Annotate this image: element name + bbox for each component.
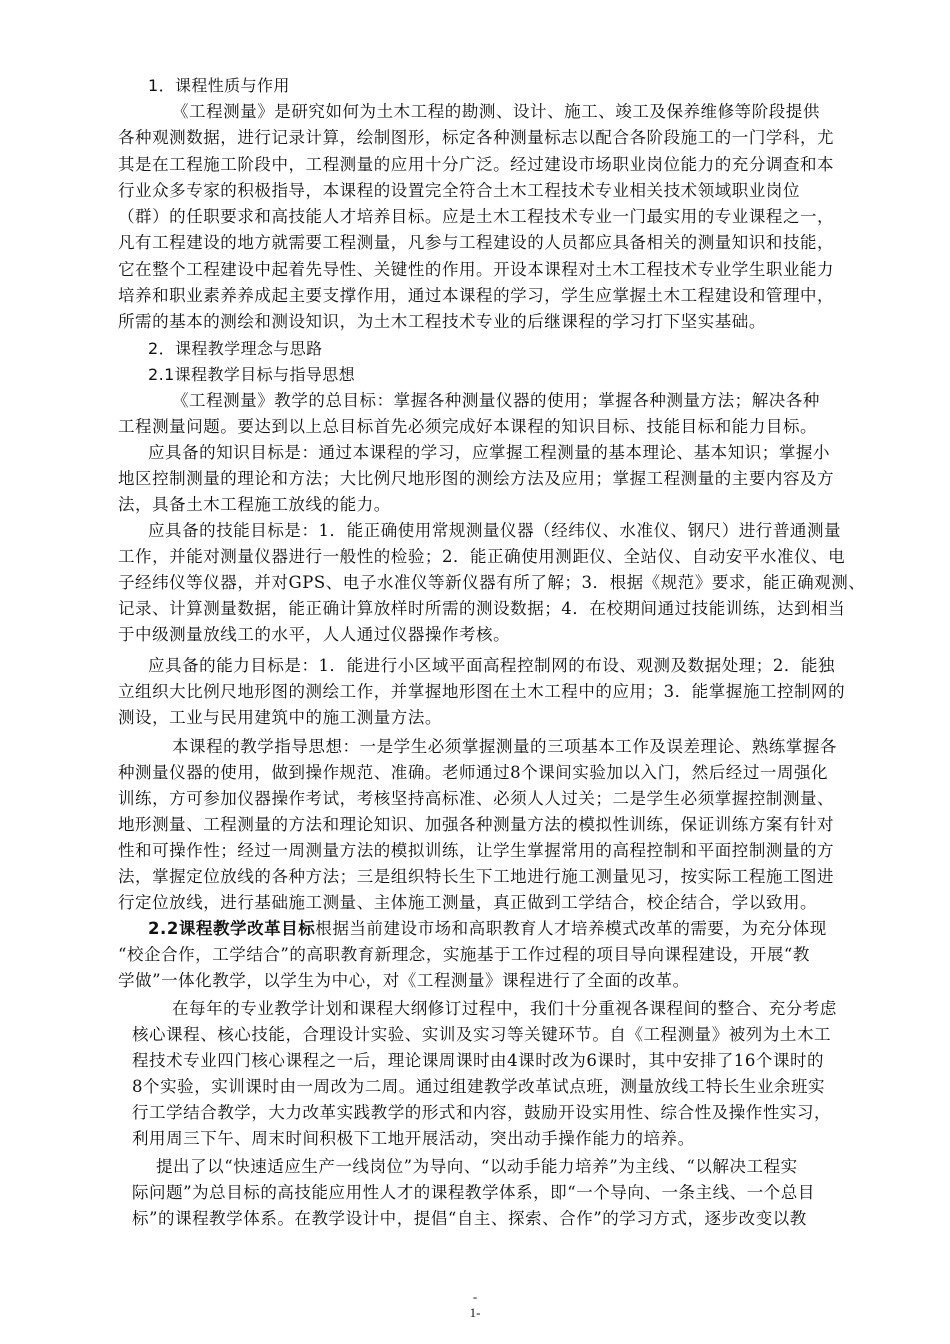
text-line: 核心课程、核心技能，合理设计实验、实训及实习等关键环节。自《工程测量》被列为土木工	[132, 1025, 832, 1044]
text-line: 8个实验，实训课时由一周改为二周。通过组建教学改革试点班，测量放线工特长生业余班实	[132, 1077, 826, 1096]
subsection-line	[148, 919, 827, 939]
text-line: 种测量仪器的使用，做到操作规范、准确。老师通过8个课间实验加以入门，然后经过一周强化	[118, 763, 829, 782]
text-line: 其是在工程施工阶段中，工程测量的应用十分广泛。经过建设市场职业岗位能力的充分调查和本	[118, 155, 835, 174]
subsection-heading: 2.2课程教学改革目标	[148, 919, 316, 938]
section-heading: 1．课程性质与作用	[148, 76, 290, 95]
text-line: 在每年的专业教学计划和课程大纲修订过程中，我们十分重视各课程间的整合、充分考虑	[172, 999, 837, 1018]
text-line: 行工学结合教学，大力改革实践教学的形式和内容，鼓励开设实用性、综合性及操作性实习，	[132, 1103, 832, 1122]
section-heading: 2．课程教学理念与思路	[148, 339, 323, 358]
text-line: 立组织大比例尺地形图的测绘工作，并掌握地形图在土木工程中的应用；3．能掌握施工控制网的	[118, 682, 846, 701]
text-line: 际问题”为总目标的高技能应用性人才的课程教学体系，即“一个导向、一条主线、一个总目	[132, 1183, 815, 1202]
text-line: 应具备的能力目标是：1．能进行小区域平面高程控制网的布设、观测及数据处理；2．能独	[148, 656, 836, 675]
text-line: 各种观测数据，进行记录计算，绘制图形，标定各种测量标志以配合各阶段施工的一门学科，尤	[118, 128, 835, 147]
text-line: 性和可操作性；经过一周测量方法的模拟训练，让学生掌握常用的高程控制和平面控制测量的方	[118, 841, 835, 860]
text-line: 地形测量、工程测量的方法和理论知识、加强各种测量方法的模拟性训练，保证训练方案有针对	[118, 815, 835, 834]
page-number-dash: -	[472, 1289, 478, 1304]
text-line: 本课程的教学指导思想：一是学生必须掌握测量的三项基本工作及误差理论、熟练掌握各	[172, 737, 837, 756]
text-line: 地区控制测量的理论和方法；大比例尺地形图的测绘方法及应用；掌握工程测量的主要内容及方	[118, 469, 835, 488]
text-line: （群）的任职要求和高技能人才培养目标。应是土木工程技术专业一门最实用的专业课程之一，	[118, 207, 835, 226]
text-line: 应具备的知识目标是：通过本课程的学习，应掌握工程测量的基本理论、基本知识；掌握小	[148, 443, 830, 462]
subsection-heading: 2.1课程教学目标与指导思想	[148, 365, 356, 384]
text-line: 培养和职业素养养成起主要支撑作用，通过本课程的学习，学生应掌握土木工程建设和管理中，	[118, 286, 835, 305]
text-line: 提出了以“快速适应生产一线岗位”为导向、“以动手能力培养”为主线、“以解决工程实	[156, 1157, 798, 1176]
text-span: 根据当前建设市场和高职教育人才培养模式改革的需要，为充分体现	[315, 919, 827, 938]
text-line: 程技术专业四门核心课程之一后，理论课周课时由4课时改为6课时，其中安排了16个课时的	[132, 1051, 825, 1070]
text-line: 法，掌握定位放线的各种方法；三是组织特长生下工地进行施工测量见习，按实际工程施工图进	[118, 867, 835, 886]
text-line: 《工程测量》是研究如何为土木工程的勘测、设计、施工、竣工及保养维修等阶段提供	[172, 102, 820, 121]
text-line: 应具备的技能目标是：1．能正确使用常规测量仪器（经纬仪、水准仪、钢尺）进行普通测量	[148, 521, 842, 540]
text-line: 《工程测量》教学的总目标：掌握各种测量仪器的使用；掌握各种测量方法；解决各种	[172, 391, 820, 410]
text-line: 工程测量问题。要达到以上总目标首先必须完成好本课程的知识目标、技能目标和能力目标。	[118, 417, 818, 436]
page-number: 1-	[469, 1305, 481, 1320]
text-line: 记录、计算测量数据，能正确计算放样时所需的测设数据；4．在校期间通过技能训练，达到相当	[118, 599, 846, 618]
text-line: “校企合作，工学结合”的高职教育新理念，实施基于工作过程的项目导向课程建设，开展“教	[118, 945, 810, 964]
text-line: 于中级测量放线工的水平，人人通过仪器操作考核。	[118, 625, 511, 644]
text-line: 行定位放线，进行基础施工测量、主体施工测量，真正做到工学结合，校企结合，学以致用。	[118, 893, 818, 912]
text-line: 子经纬仪等仪器，并对GPS、电子水准仪等新仪器有所了解；3．根据《规范》要求，能正确观测、	[118, 573, 866, 592]
text-line: 法，具备土木工程施工放线的能力。	[118, 495, 391, 514]
text-line: 学做”一体化教学，以学生为中心，对《工程测量》课程进行了全面的改革。	[118, 971, 690, 990]
text-line: 凡有工程建设的地方就需要工程测量，凡参与工程建设的人员都应具备相关的测量知识和技能，	[118, 233, 835, 252]
text-line: 工作，并能对测量仪器进行一般性的检验；2．能正确使用测距仪、全站仪、自动安平水准仪、电	[118, 547, 846, 566]
text-line: 所需的基本的测绘和测设知识，为土木工程技术专业的后继课程的学习打下坚实基础。	[118, 312, 766, 331]
text-line: 行业众多专家的积极指导，本课程的设置完全符合土木工程技术专业相关技术领域职业岗位	[118, 181, 800, 200]
text-line: 标”的课程教学体系。在教学设计中，提倡“自主、探索、合作”的学习方式，逐步改变以教	[132, 1209, 807, 1228]
text-line: 测设，工业与民用建筑中的施工测量方法。	[118, 708, 442, 727]
text-line: 训练，方可参加仪器操作考试，考核坚持高标准、必须人人过关；二是学生必须掌握控制测量、	[118, 789, 835, 808]
text-line: 利用周三下午、周末时间积极下工地开展活动，突出动手操作能力的培养。	[132, 1129, 695, 1148]
text-line: 它在整个工程建设中起着先导性、关键性的作用。开设本课程对土木工程技术专业学生职业能力	[118, 260, 835, 279]
